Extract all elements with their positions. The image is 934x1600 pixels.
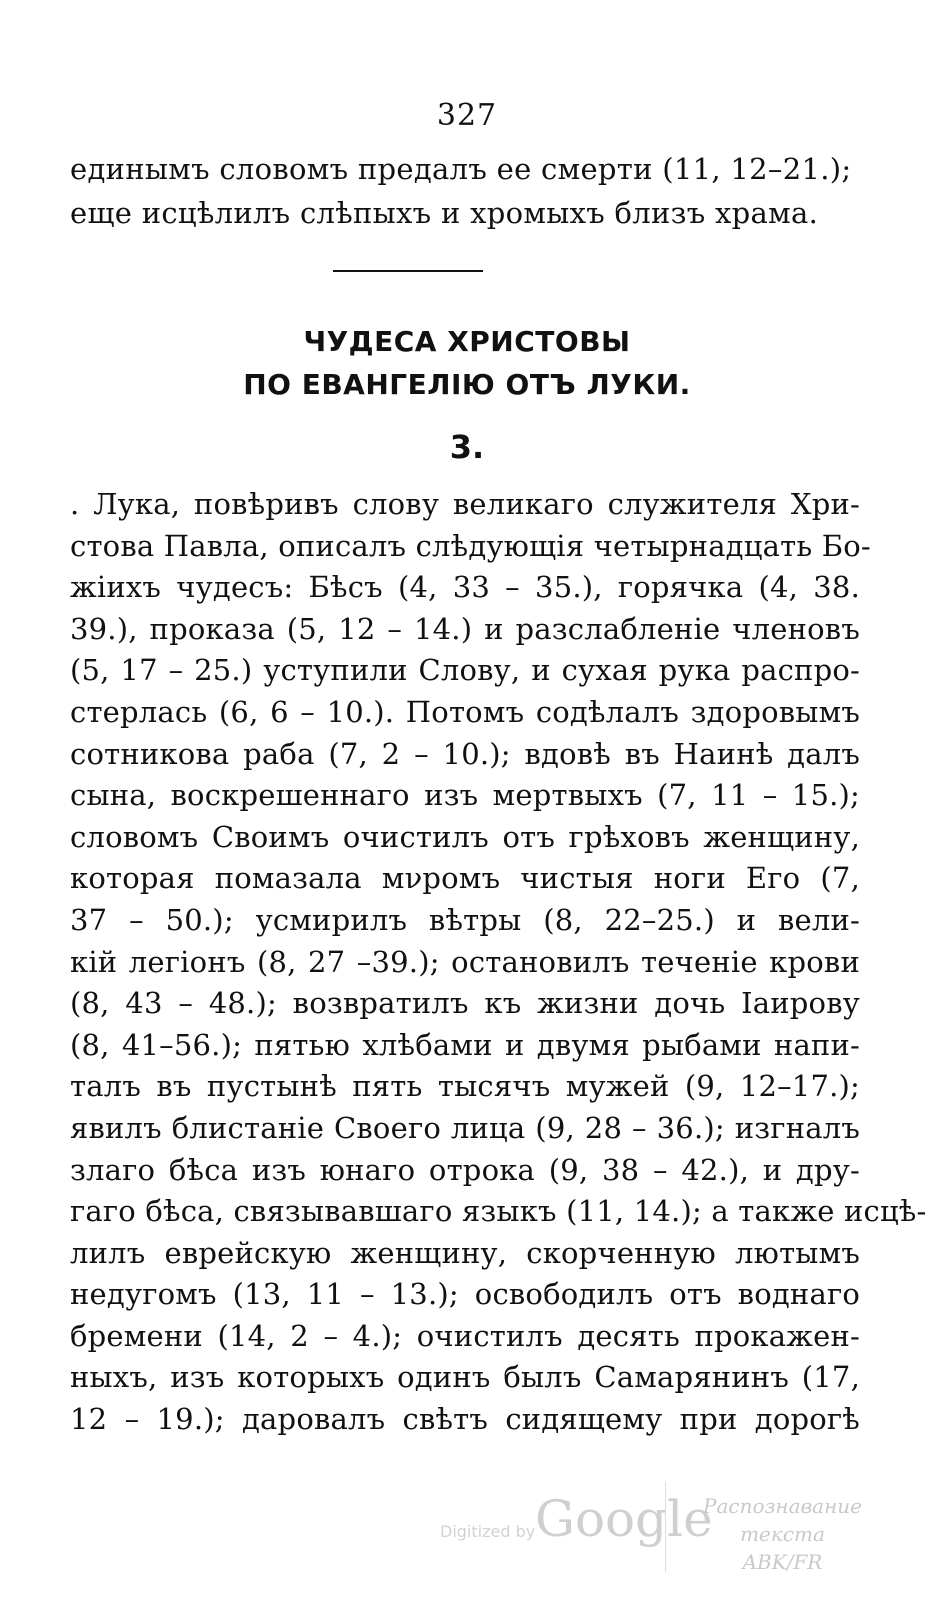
section-number: 3. <box>449 428 485 466</box>
intro-line: еще исцѣлилъ слѣпыхъ и хромыхъ близъ храма. <box>70 196 819 230</box>
text-line: . Лука, повѣривъ слову великаго служителя Хри- <box>70 487 860 521</box>
body-paragraph <box>70 487 927 1444</box>
text-line: ныхъ, изъ которыхъ одинъ былъ Самарянинъ (17, <box>70 1360 860 1395</box>
text-line: 12 – 19.); даровалъ свѣтъ сидящему при дорогѣ <box>70 1402 860 1437</box>
text-line: 39.), проказа (5, 12 – 14.) и разслабленіе членовъ <box>70 611 860 646</box>
text-line: стерлась (6, 6 – 10.). Потомъ содѣлалъ здоровымъ <box>70 694 860 729</box>
text-line: кій легіонъ (8, 27 –39.); остановилъ теченіе крови <box>70 944 860 979</box>
text-line: бремени (14, 2 – 4.); очистилъ десять прокажен- <box>70 1318 860 1353</box>
text-line: 37 – 50.); усмирилъ вѣтры (8, 22–25.) и вели- <box>70 902 860 937</box>
text-line: которая помазала мνромъ чистыя ноги Его (7, <box>70 861 860 896</box>
text-line: гаго бѣса, связывавшаго языкъ (11, 14.); а также исцѣ- <box>70 1194 927 1229</box>
google-logo: Google <box>535 1490 713 1548</box>
text-line: (5, 17 – 25.) уступили Слову, и сухая рука распро- <box>70 653 860 688</box>
ocr-credit-line: Распознавание текста <box>703 1494 862 1546</box>
text-line: жіихъ чудесъ: Бѣсъ (4, 33 – 35.), горячка (4, 38. <box>70 570 860 605</box>
digitization-watermark <box>440 1472 900 1572</box>
text-line: сотникова раба (7, 2 – 10.); вдовѣ въ Наинѣ далъ <box>70 736 860 771</box>
digitized-by-label: Digitized by <box>440 1522 536 1541</box>
text-line: злаго бѣса изъ юнаго отрока (9, 38 – 42.), и дру- <box>70 1152 860 1187</box>
ocr-credit-line: ABK/FR <box>742 1550 823 1574</box>
text-line: (8, 43 – 48.); возвратилъ къ жизни дочь Іаирову <box>70 986 860 1021</box>
chapter-heading: ПО ЕВАНГЕЛІЮ ОТЪ ЛУКИ. <box>243 368 691 401</box>
page-number: 327 <box>436 98 498 133</box>
text-line: явилъ блистаніе Своего лица (9, 28 – 36.); изгналъ <box>70 1110 860 1145</box>
text-line: недугомъ (13, 11 – 13.); освободилъ отъ воднаго <box>70 1277 860 1312</box>
text-line: сына, воскрешеннаго изъ мертвыхъ (7, 11 – 15.); <box>70 778 860 813</box>
section-divider <box>333 270 483 272</box>
text-line: (8, 41–56.); пятью хлѣбами и двумя рыбами напи- <box>70 1027 860 1062</box>
ocr-credit <box>670 1492 895 1576</box>
watermark-divider <box>665 1482 666 1572</box>
chapter-heading: ЧУДЕСА ХРИСТОВЫ <box>303 325 631 358</box>
text-line: лилъ еврейскую женщину, скорченную лютымъ <box>70 1235 860 1270</box>
text-line: словомъ Своимъ очистилъ отъ грѣховъ женщину, <box>70 819 860 854</box>
text-line: талъ въ пустынѣ пять тысячъ мужей (9, 12–17.); <box>70 1069 860 1104</box>
text-line: стова Павла, описалъ слѣдующія четырнадцать Бо- <box>70 528 871 563</box>
intro-line: единымъ словомъ предалъ ее смерти (11, 12–21.); <box>70 152 852 186</box>
